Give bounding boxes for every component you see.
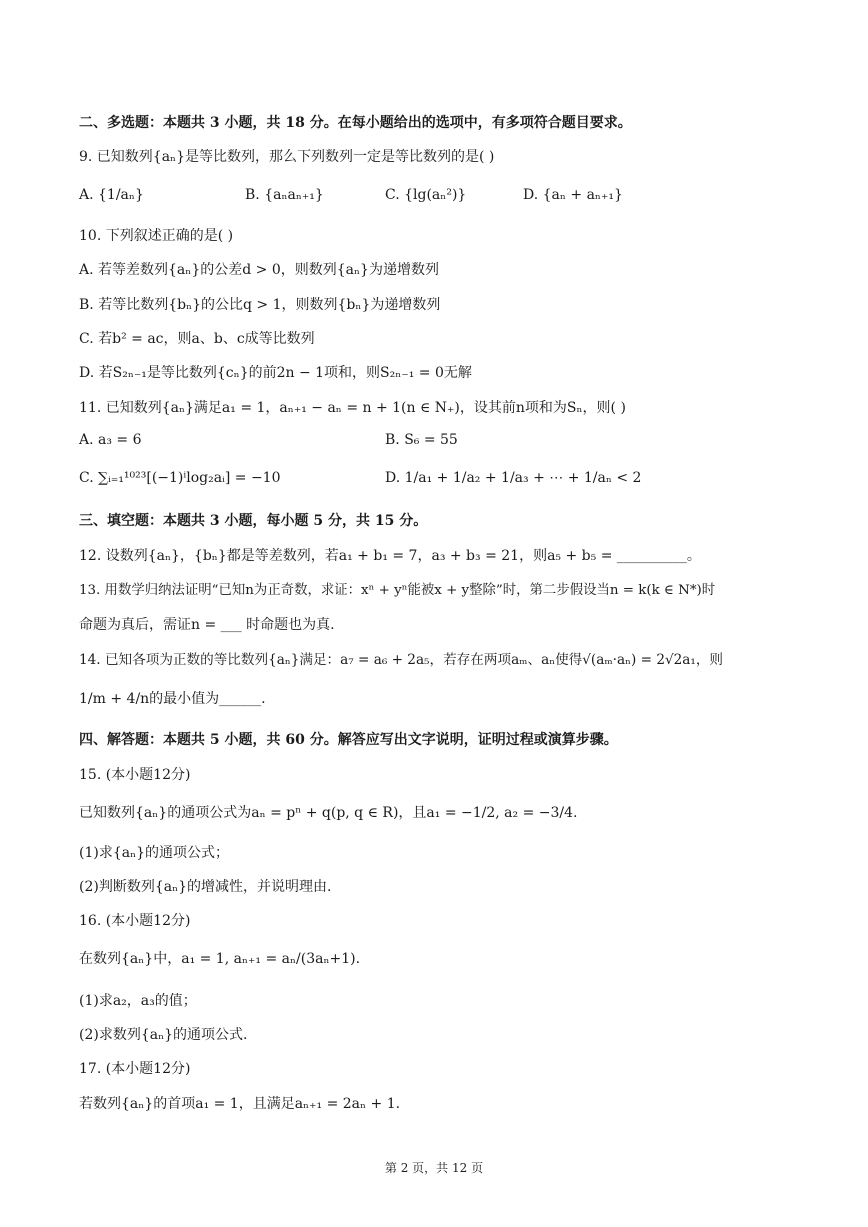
question-14-line-2: 1/m + 4/n的最小值为______. — [79, 691, 266, 707]
question-9-options — [79, 187, 808, 207]
question-11-stem: 11. 已知数列{aₙ}满足a₁ = 1，aₙ₊₁ − aₙ = n + 1(n ∈ N₊)，设其前n项和为Sₙ，则( ) — [79, 400, 626, 416]
question-13-line-2: 命题为真后，需证n = ___ 时命题也为真. — [79, 617, 335, 633]
section-3-heading: 三、填空题：本题共 3 小题，每小题 5 分，共 15 分。 — [79, 513, 428, 529]
question-10-stem: 10. 下列叙述正确的是( ) — [79, 228, 234, 244]
question-9-stem: 9. 已知数列{aₙ}是等比数列，那么下列数列一定是等比数列的是( ) — [79, 149, 495, 165]
question-17-title: 17. (本小题12分) — [79, 1061, 191, 1077]
question-16-title: 16. (本小题12分) — [79, 913, 191, 929]
question-15-part-2: (2)判断数列{aₙ}的增减性，并说明理由. — [79, 879, 332, 895]
option-c: C. {lg(aₙ²)} — [385, 187, 467, 203]
option-c: C. ∑ᵢ₌₁¹⁰²³[(−1)ⁱlog₂aᵢ] = −10 — [79, 470, 281, 486]
question-10-option-c: C. 若b² = ac，则a、b、c成等比数列 — [79, 331, 315, 347]
question-10-option-d: D. 若S₂ₙ₋₁是等比数列{cₙ}的前2n − 1项和，则S₂ₙ₋₁ = 0无解 — [79, 365, 472, 381]
question-10-option-a: A. 若等差数列{aₙ}的公差d > 0，则数列{aₙ}为递增数列 — [79, 262, 439, 278]
option-a: A. {1/aₙ} — [79, 187, 144, 203]
option-d: D. 1/a₁ + 1/a₂ + 1/a₃ + ⋯ + 1/aₙ < 2 — [385, 470, 642, 486]
question-11-options-row1 — [79, 432, 808, 452]
question-12-stem: 12. 设数列{aₙ}，{bₙ}都是等差数列，若a₁ + b₁ = 7，a₃ + b₃ = 21，则a₅ + b₅ = __________。 — [79, 548, 701, 564]
option-b: B. {aₙaₙ₊₁} — [245, 187, 324, 203]
section-4-heading: 四、解答题：本题共 5 小题，共 60 分。解答应写出文字说明，证明过程或演算步骤。 — [79, 732, 618, 748]
question-11-options-row2 — [79, 470, 808, 490]
option-b: B. S₆ = 55 — [385, 432, 458, 448]
option-d: D. {aₙ + aₙ₊₁} — [523, 187, 623, 203]
section-2-heading: 二、多选题：本题共 3 小题，共 18 分。在每小题给出的选项中，有多项符合题目要求。 — [79, 115, 632, 131]
question-13-line-1: 13. 用数学归纳法证明“已知n为正奇数，求证：xⁿ + yⁿ能被x + y整除”时，第二步假设当n = k(k ∈ N*)时 — [79, 583, 716, 598]
page-footer: 第 2 页，共 12 页 — [384, 1161, 484, 1175]
question-15-stem: 已知数列{aₙ}的通项公式为aₙ = pⁿ + q(p, q ∈ R)，且a₁ = −1/2, a₂ = −3/4. — [79, 805, 578, 821]
question-15-part-1: (1)求{aₙ}的通项公式； — [79, 845, 230, 861]
question-16-part-2: (2)求数列{aₙ}的通项公式. — [79, 1027, 248, 1043]
question-15-title: 15. (本小题12分) — [79, 767, 191, 783]
question-10-option-b: B. 若等比数列{bₙ}的公比q > 1，则数列{bₙ}为递增数列 — [79, 297, 441, 313]
question-16-stem: 在数列{aₙ}中，a₁ = 1, aₙ₊₁ = aₙ/(3aₙ+1). — [79, 951, 361, 967]
question-17-stem: 若数列{aₙ}的首项a₁ = 1，且满足aₙ₊₁ = 2aₙ + 1. — [79, 1096, 401, 1112]
question-14-line-1: 14. 已知各项为正数的等比数列{aₙ}满足：a₇ = a₆ + 2a₅，若存在两项aₘ、aₙ使得√(aₘ·aₙ) = 2√2a₁，则 — [79, 652, 724, 668]
question-16-part-1: (1)求a₂，a₃的值； — [79, 993, 197, 1009]
option-a: A. a₃ = 6 — [79, 432, 142, 448]
